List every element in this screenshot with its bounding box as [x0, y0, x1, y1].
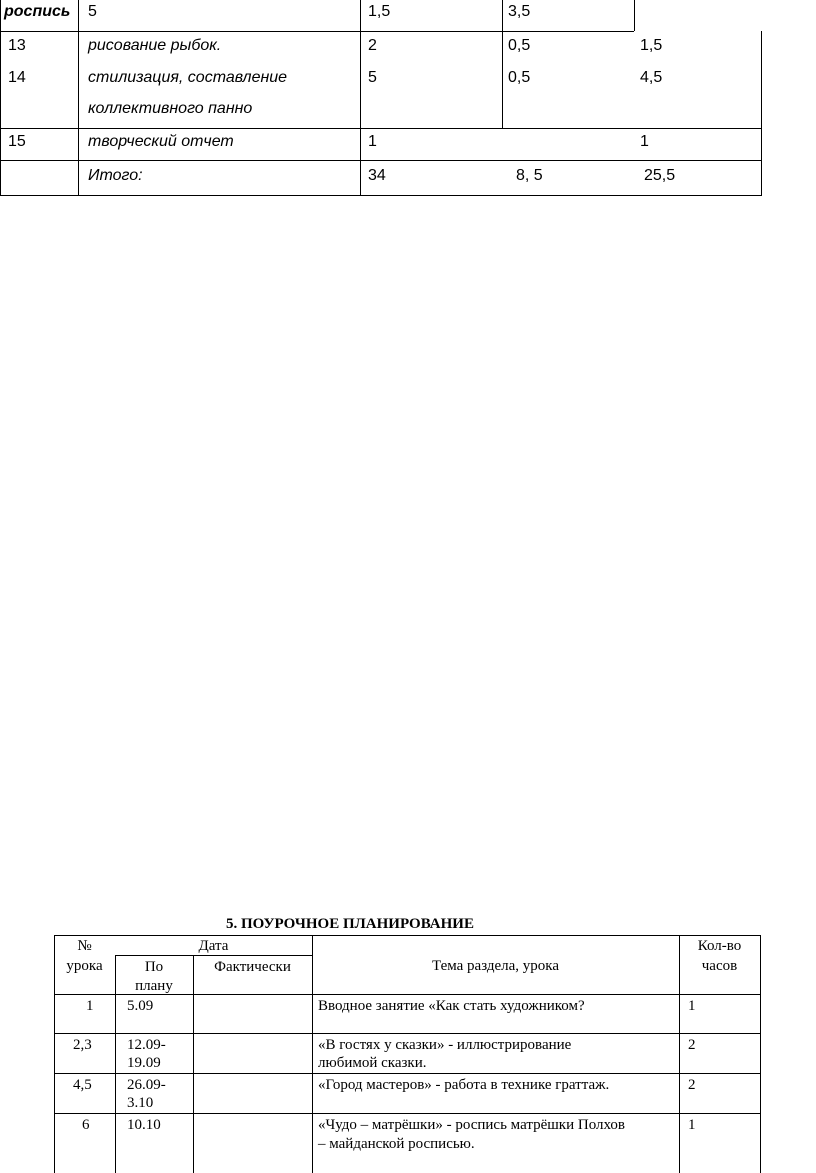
total-cell: 5 — [368, 69, 377, 86]
header-hours-line-2: часов — [701, 958, 738, 974]
topic-cell: творческий отчет — [88, 133, 234, 150]
practice-cell: 1 — [640, 133, 649, 150]
plan-date-line-2: 3.10 — [127, 1095, 154, 1111]
num-cell: 13 — [8, 37, 26, 54]
section-title: 5. ПОУРОЧНОЕ ПЛАНИРОВАНИЕ — [226, 916, 474, 932]
header-num-line-2: урока — [66, 958, 103, 974]
table-2-rule — [54, 1033, 761, 1034]
total-cell: 1 — [368, 133, 377, 150]
lesson-num: 2,3 — [73, 1037, 92, 1053]
total-cell: 34 — [368, 167, 386, 184]
header-plan-line-2: плану — [135, 978, 173, 994]
table-1-rule — [0, 195, 762, 196]
table-1-rule — [360, 0, 361, 196]
lesson-num: 1 — [86, 998, 94, 1014]
topic-cell: роспись — [4, 3, 71, 20]
table-2-rule — [54, 1113, 761, 1114]
header-topic: Тема раздела, урока — [431, 958, 559, 974]
header-fact: Фактически — [214, 959, 291, 975]
lesson-topic: Вводное занятие «Как стать художником? — [318, 998, 585, 1014]
num-cell: 14 — [8, 69, 26, 86]
lesson-hours: 1 — [688, 1117, 696, 1133]
lesson-hours: 1 — [688, 998, 696, 1014]
num-cell: 15 — [8, 133, 26, 150]
total-label: Итого: — [88, 167, 143, 184]
lesson-num: 6 — [82, 1117, 90, 1133]
topic-cell: рисование рыбок. — [88, 37, 222, 54]
plan-date-line-1: 26.09- — [127, 1077, 166, 1093]
table-1-rule — [0, 0, 1, 196]
topic-cell-line-1: стилизация, составление — [88, 69, 288, 86]
table-2-rule — [760, 935, 761, 1173]
lesson-hours: 2 — [688, 1077, 696, 1093]
table-2-rule — [54, 1073, 761, 1074]
topic-cell-line-2: коллективного панно — [88, 100, 253, 117]
lesson-topic-line-1: «Чудо – матрёшки» - роспись матрёшки Полхов — [318, 1117, 625, 1133]
practice-cell: 1,5 — [640, 37, 663, 54]
lesson-topic-line-2: любимой сказки. — [318, 1055, 427, 1071]
practice-cell: 3,5 — [508, 3, 531, 20]
practice-cell: 25,5 — [644, 167, 676, 184]
table-1-rule — [78, 0, 79, 196]
table-2-rule — [193, 955, 194, 1173]
lesson-topic-line-1: «В гостях у сказки» - иллюстрирование — [318, 1037, 572, 1053]
practice-cell: 4,5 — [640, 69, 663, 86]
table-1-rule — [0, 128, 762, 129]
plan-date-line-1: 12.09- — [127, 1037, 166, 1053]
table-1-rule — [502, 0, 503, 128]
table-1-rule — [634, 0, 635, 31]
table-1-rule — [0, 31, 634, 32]
header-hours-line-1: Кол-во — [697, 938, 742, 954]
total-cell: 5 — [88, 3, 97, 20]
plan-date-line-2: 19.09 — [127, 1055, 161, 1071]
plan-date: 5.09 — [127, 998, 154, 1014]
header-num-line-1: № — [77, 938, 92, 954]
theory-cell: 1,5 — [368, 3, 391, 20]
lesson-topic: «Город мастеров» - работа в технике граттаж. — [318, 1077, 610, 1093]
lesson-hours: 2 — [688, 1037, 696, 1053]
table-1-rule — [0, 160, 762, 161]
lesson-topic-line-2: – майданской росписью. — [318, 1136, 475, 1152]
theory-cell: 0,5 — [508, 69, 531, 86]
header-plan-line-1: По — [144, 959, 164, 975]
header-date: Дата — [198, 938, 229, 954]
theory-cell: 0,5 — [508, 37, 531, 54]
total-cell: 2 — [368, 37, 377, 54]
lesson-num: 4,5 — [73, 1077, 92, 1093]
theory-cell: 8, 5 — [516, 167, 543, 184]
plan-date: 10.10 — [127, 1117, 161, 1133]
table-1-rule — [761, 31, 762, 196]
